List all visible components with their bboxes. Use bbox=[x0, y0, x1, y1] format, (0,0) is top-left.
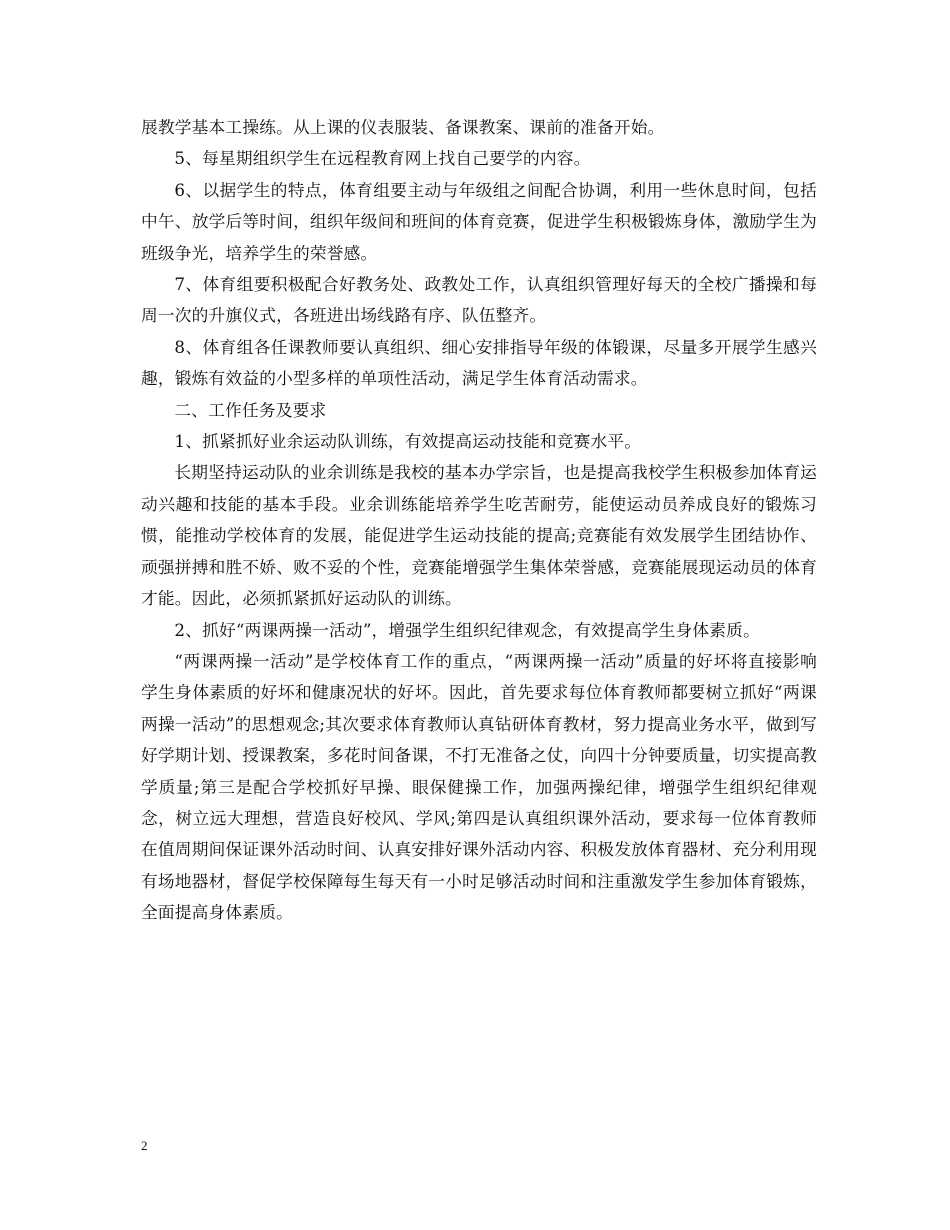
paragraph-item-5: 5、每星期组织学生在远程教育网上找自己要学的内容。 bbox=[174, 148, 591, 169]
paragraph-item-8: 8、体育组各任课教师要认真组织、细心安排指导年级的体锻课，尽量多开展学生感兴趣，锻炼有效益的小型多样的单项性活动，满足学生体育活动需求。 bbox=[141, 336, 817, 389]
section-heading-tasks: 二、工作任务及要求 bbox=[174, 399, 327, 420]
paragraph-two-classes: “两课两操一活动”是学校体育工作的重点，“两课两操一活动”质量的好坏将直接影响学生身体素质的好坏和健康况状的好坏。因此，首先要求每位体育教师都要树立抓好“两课两操一活动”的思想观念;其次要求体育教师认真钻研体育教材，努力提高业务水平，做到写好学期计划、授课教案，多花时间备课，不打无准备之仗，向四十分钟要质量，切实提高教学质量;第三是配合学校抓好早操、眼保健操工作，加强两操纪律，增强学生组织纪律观念，树立远大理想，营造良好校风、学风;第四是认真组织课外活动，要求每一位体育教师在值周期间保证课外活动时间、认真安排好课外活动内容、积极发放体育器材、充分利用现有场地器材，督促学校保障每生每天有一小时足够活动时间和注重激发学生参加体育锻炼，全面提高身体素质。 bbox=[141, 650, 817, 923]
paragraph-item-6: 6、以据学生的特点，体育组要主动与年级组之间配合协调，利用一些休息时间，包括中午、放学后等时间，组织年级间和班间的体育竞赛，促进学生积极锻炼身体，激励学生为班级争光，培养学生的荣誉感。 bbox=[141, 179, 817, 263]
paragraph-task-2: 2、抓好“两课两操一活动”，增强学生组织纪律观念，有效提高学生身体素质。 bbox=[174, 619, 760, 640]
page-number: 2 bbox=[141, 1138, 148, 1153]
paragraph-item-7: 7、体育组要积极配合好教务处、政教处工作，认真组织管理好每天的全校广播操和每周一次的升旗仪式，各班进出场线路有序、队伍整齐。 bbox=[141, 274, 817, 326]
paragraph-continuation: 展教学基本工操练。从上课的仪表服装、备课教案、课前的准备开始。 bbox=[141, 117, 665, 137]
paragraph-training: 长期坚持运动队的业余训练是我校的基本办学宗旨，也是提高我校学生积极参加体育运动兴趣和技能的基本手段。业余训练能培养学生吃苦耐劳，能使运动员养成良好的锻炼习惯，能推动学校体育的发展，能促进学生运动技能的提高;竞赛能有效发展学生团结协作、顽强拼搏和胜不娇、败不妥的个性，竞赛能增强学生集体荣誉感，竞赛能展现运动员的体育才能。因此，必须抓紧抓好运动队的训练。 bbox=[141, 462, 817, 609]
document-body bbox=[141, 112, 817, 929]
paragraph-task-1: 1、抓紧抓好业余运动队训练，有效提高运动技能和竞赛水平。 bbox=[174, 431, 642, 452]
